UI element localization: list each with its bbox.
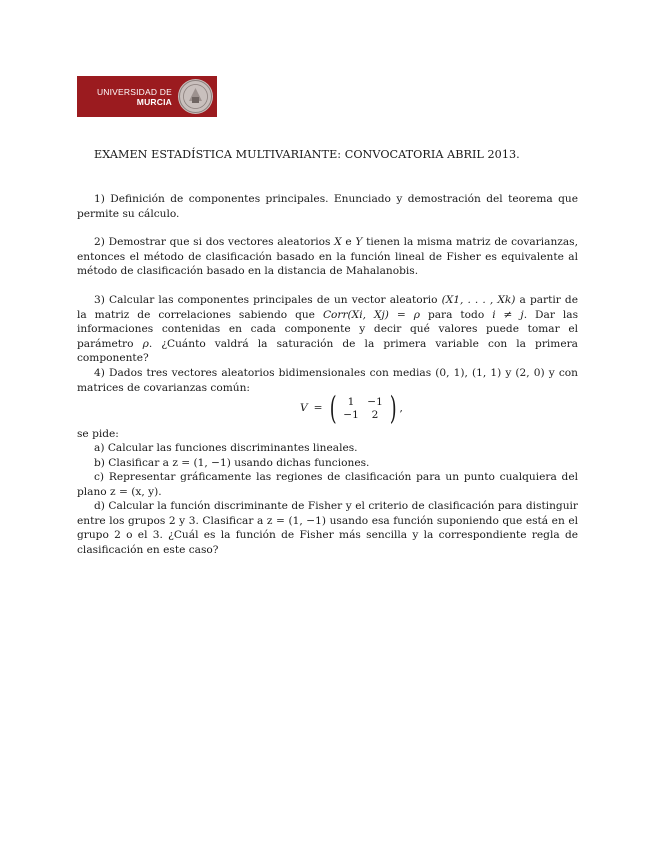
q2-y: Y bbox=[355, 236, 363, 248]
exam-title: EXAMEN ESTADÍSTICA MULTIVARIANTE: CONVOCATORIA ABRIL 2013. bbox=[94, 148, 520, 161]
matrix-trailing-comma: , bbox=[399, 402, 403, 414]
q2-and: e bbox=[345, 236, 352, 248]
matrix-equals: = bbox=[313, 402, 323, 414]
q4-means: (0, 1), (1, 1) y (2, 0) bbox=[435, 367, 545, 379]
item-c: c) Representar gráficamente las regiones de clasificación para un punto cualquiera del plano z = (x, y). bbox=[77, 471, 578, 498]
university-logo bbox=[77, 76, 217, 117]
q3-rho: ρ bbox=[142, 337, 149, 350]
se-pide: se pide: bbox=[77, 428, 119, 440]
matrix-cell: −1 bbox=[367, 395, 383, 408]
q2-x: X bbox=[334, 236, 342, 248]
q4-part1: 4) Dados tres vectores aleatorios bidimensionales con medias bbox=[94, 367, 432, 379]
q3-cond: i ≠ j bbox=[492, 308, 524, 321]
question-1: 1) Definición de componentes principales. Enunciado y demostración del teorema que permite su cálculo. bbox=[77, 193, 578, 220]
q3-part5: . ¿Cuánto valdrá la saturación de la primera variable con la primera componente? bbox=[77, 337, 578, 365]
logo-text bbox=[77, 87, 172, 107]
matrix-cell: 1 bbox=[347, 395, 355, 408]
q3-corr: Corr(Xi, Xj) = ρ bbox=[322, 308, 420, 321]
q3-part4: . Dar las informaciones contenidas en cada componente y decir qué valores puede tomar el parámetro bbox=[77, 308, 579, 350]
seal-icon bbox=[178, 79, 213, 114]
item-d: d) Calcular la función discriminante de Fisher y el criterio de clasificación para distinguir entre los grupos 2 y 3. Clasificar a z = (1, −1) usando esa función suponiendo que está en el grupo 2 o el 3. ¿Cuál es la función de Fisher más sencilla y la correspondiente regla de clasificación en este caso? bbox=[77, 500, 578, 556]
matrix-body bbox=[339, 396, 387, 421]
logo-line2: MURCIA bbox=[136, 96, 172, 107]
matrix-cell: −1 bbox=[343, 408, 359, 421]
left-paren: ( bbox=[329, 389, 337, 427]
q3-part2: a partir de la matriz de correlaciones sabiendo que bbox=[77, 294, 578, 321]
q4-part2: y con matrices de covarianzas común: bbox=[77, 367, 578, 394]
logo-line1: UNIVERSIDAD DE bbox=[96, 86, 172, 97]
q3-part3: para todo bbox=[427, 308, 485, 321]
matrix-var: V bbox=[300, 402, 308, 414]
matrix-cell: 2 bbox=[371, 408, 379, 421]
right-paren: ) bbox=[389, 389, 397, 427]
question-3 bbox=[77, 293, 578, 366]
q3-part1: 3) Calcular las componentes principales de un vector aleatorio bbox=[94, 294, 438, 306]
item-b: b) Clasificar a z = (1, −1) usando dichas funciones. bbox=[94, 457, 370, 469]
q2-part2: tienen la misma matriz de covarianzas, entonces el método de clasificación basado en la función lineal de Fisher es equivalente al método de clasificación basado en la distancia de Mahalanobis. bbox=[77, 236, 578, 278]
covariance-matrix bbox=[300, 391, 403, 425]
question-2 bbox=[77, 235, 578, 279]
q3-vector: (X1, . . . , Xk) bbox=[441, 294, 516, 306]
item-a: a) Calcular las funciones discriminantes lineales. bbox=[94, 442, 358, 454]
q2-part1: 2) Demostrar que si dos vectores aleatorios bbox=[94, 236, 331, 248]
